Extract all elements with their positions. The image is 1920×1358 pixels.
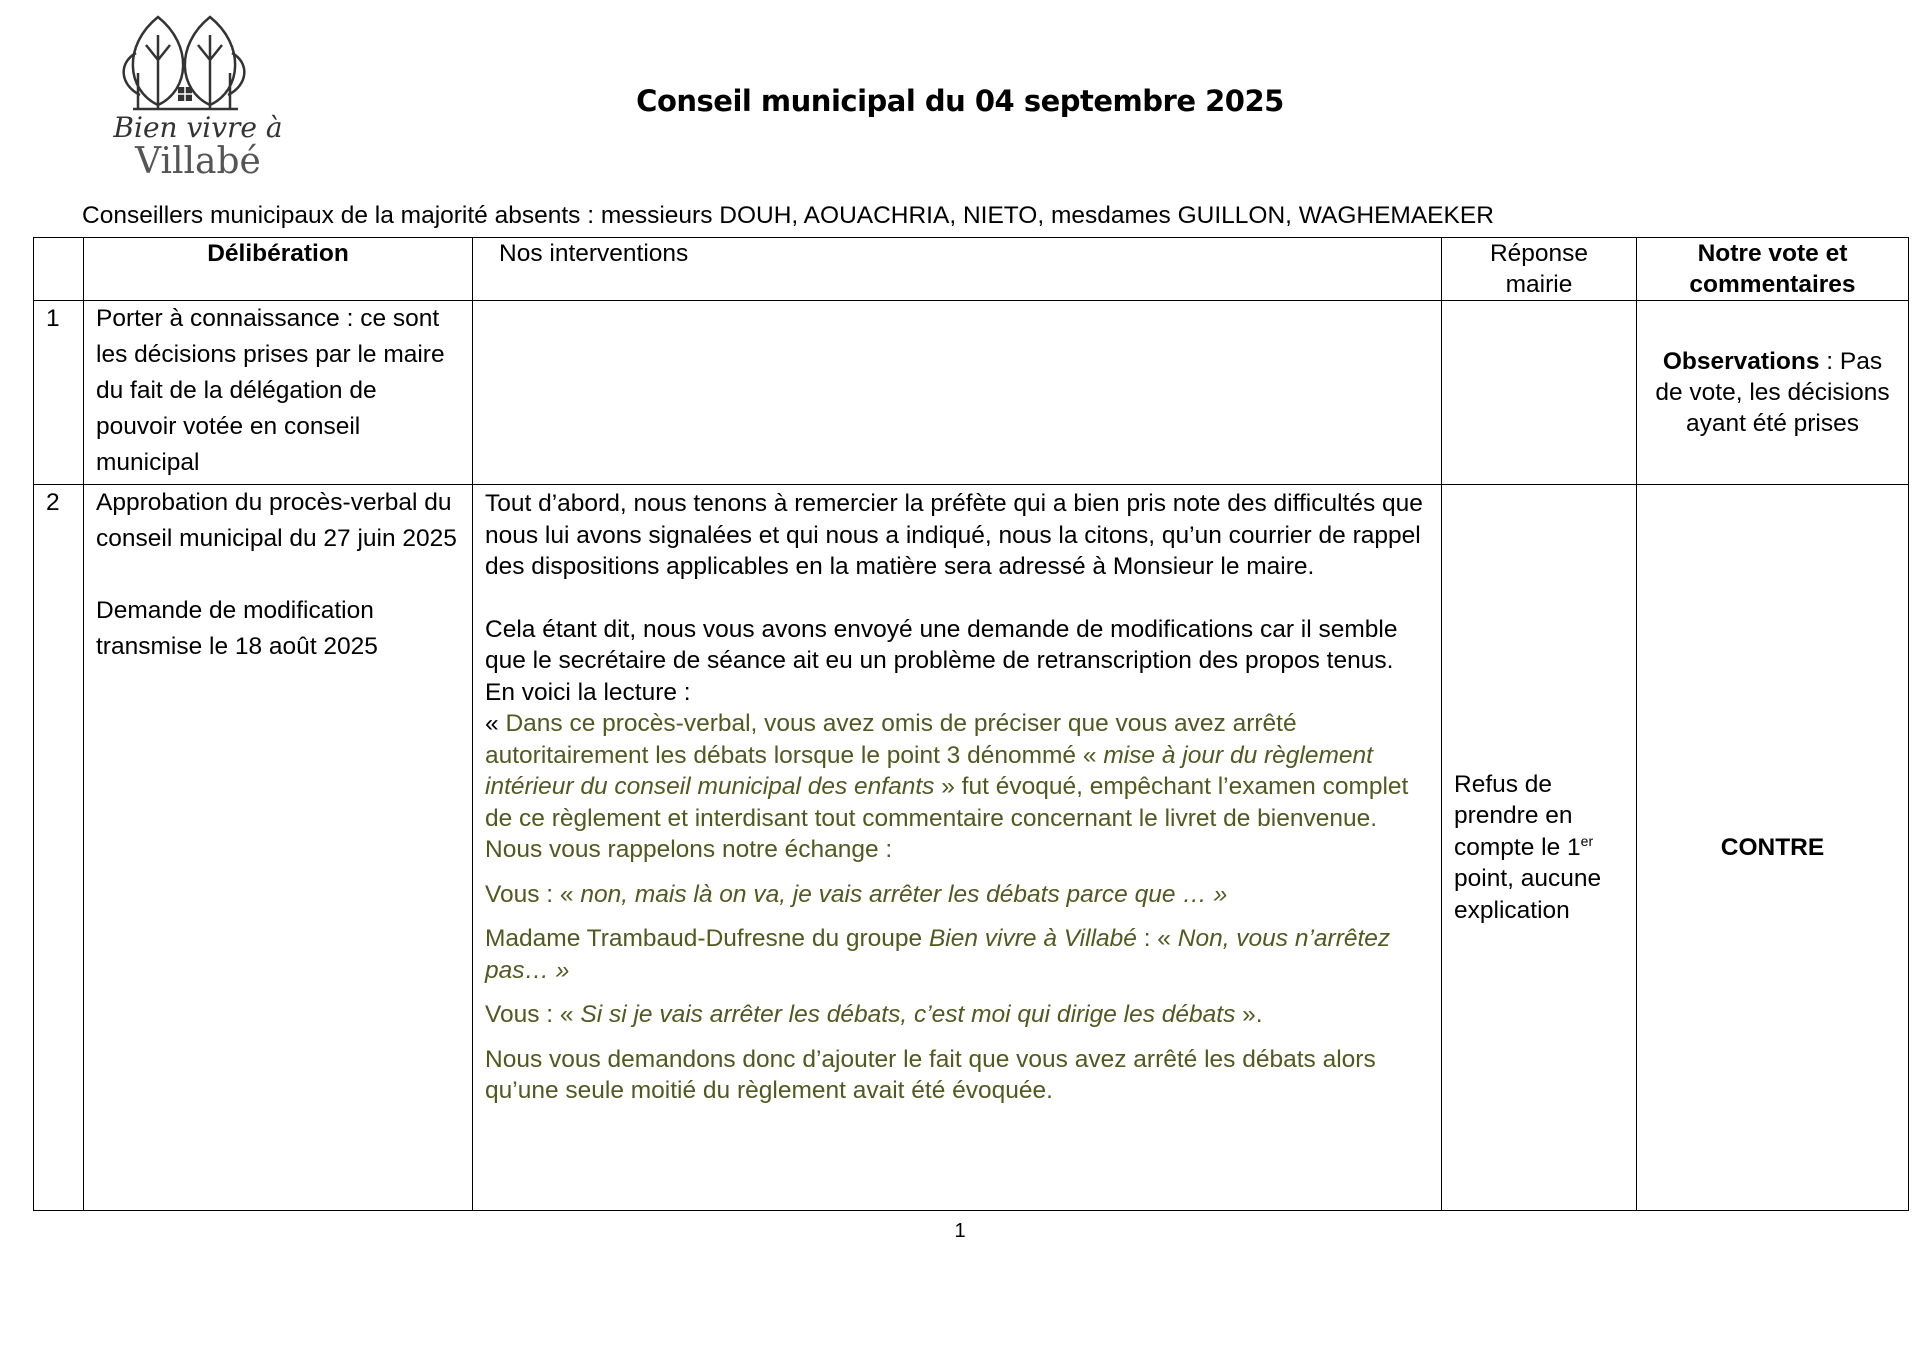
vote-cell	[1637, 301, 1909, 485]
speaker: Vous : «	[485, 880, 581, 908]
quote-request	[485, 708, 1429, 866]
table-row	[34, 301, 1909, 485]
deliberations-table	[33, 237, 1909, 1211]
quote-text-b: mise à jour du règlement intérieur du conseil municipal des enfants	[485, 741, 1373, 800]
reponse-cell	[1442, 301, 1637, 485]
deliberation-text: Porter à connaissance : ce sont les décisions prises par le maire du fait de la délégation de pouvoir votée en conseil municipal	[84, 301, 473, 485]
svg-text:Villabé: Villabé	[135, 141, 261, 177]
absent-councillors: Conseillers municipaux de la majorité absents : messieurs DOUH, AOUACHRIA, NIETO, mesdames GUILLON, WAGHEMAEKER	[82, 202, 1494, 229]
header-num	[34, 238, 84, 301]
group-name: Bien vivre à Villabé	[928, 925, 1137, 952]
row-number: 2	[34, 485, 84, 1211]
reponse-text: Refus de prendre en compte le 1	[1454, 770, 1581, 861]
observations-label: Observations	[1662, 348, 1820, 375]
quote-exchange-2	[485, 923, 1429, 986]
intervention-p2: Cela étant dit, nous vous avons envoyé une demande de modifications car il semble que le secrétaire de séance ait eu un problème de retranscription des propos tenus. En voici la lecture :	[485, 615, 1398, 706]
deliberation-note: Demande de modification transmise le 18 août 2025	[96, 597, 378, 660]
observations-text: : Pas de vote, les décisions ayant été prises	[1655, 348, 1890, 437]
speaker: Vous : «	[485, 1001, 581, 1028]
header-reponse: Réponse mairie	[1442, 238, 1637, 301]
reponse-cell	[1442, 485, 1637, 1211]
vote-cell: CONTRE	[1637, 485, 1909, 1211]
interventions-cell	[473, 301, 1442, 485]
interventions-cell	[473, 485, 1442, 1211]
reponse-text-end: point, aucune explication	[1454, 865, 1602, 924]
intervention-p1: Tout d’abord, nous tenons à remercier la préfète qui a bien pris note des difficultés que nous lui avons signalées et qui nous a indiqué, nous la citons, qu’un courrier de rappel des dispositions applicables en la matière sera adressé à Monsieur le maire.	[485, 490, 1423, 580]
speech: non, mais là on va, je vais arrêter les débats parce que … »	[580, 880, 1228, 908]
quote-text-a: Dans ce procès-verbal, vous avez omis de préciser que vous avez arrêté autoritairement les débats lorsque le point 3 dénommé «	[485, 710, 1297, 769]
quote-text-c: » fut évoqué, empêchant l’examen complet de ce règlement et interdisant tout commentaire concernant le livret de bienvenue. Nous vous rappelons notre échange :	[485, 773, 1409, 863]
logo-text: Bien vivre à	[113, 111, 283, 144]
speech: Si si je vais arrêter les débats, c’est moi qui dirige les débats	[580, 1001, 1236, 1028]
row-number: 1	[34, 301, 84, 485]
quote-open: «	[485, 710, 506, 737]
close: ».	[1235, 1001, 1263, 1028]
header-vote: Notre vote et commentaires	[1637, 238, 1909, 301]
reponse-sup: er	[1580, 832, 1594, 849]
table-row	[34, 485, 1909, 1211]
speech: Non, vous n’arrêtez pas… »	[485, 925, 1391, 984]
quote-exchange-3	[485, 999, 1429, 1031]
page-number: 1	[954, 1220, 966, 1242]
header-interventions: Nos interventions	[473, 238, 1442, 301]
deliberation-text: Approbation du procès-verbal du conseil municipal du 27 juin 2025	[96, 489, 457, 552]
header-deliberation: Délibération	[84, 238, 473, 301]
deliberation-cell	[84, 485, 473, 1211]
quote-conclusion: Nous vous demandons donc d’ajouter le fait que vous avez arrêté les débats alors qu’une seule moitié du règlement avait été évoquée.	[485, 1045, 1376, 1104]
page-title: Conseil municipal du 04 septembre 2025	[636, 84, 1284, 118]
table-header-row	[34, 238, 1909, 301]
colon: : «	[1136, 925, 1178, 952]
quote-exchange-1	[485, 879, 1429, 911]
speaker: Madame Trambaud-Dufresne du groupe	[485, 925, 929, 952]
